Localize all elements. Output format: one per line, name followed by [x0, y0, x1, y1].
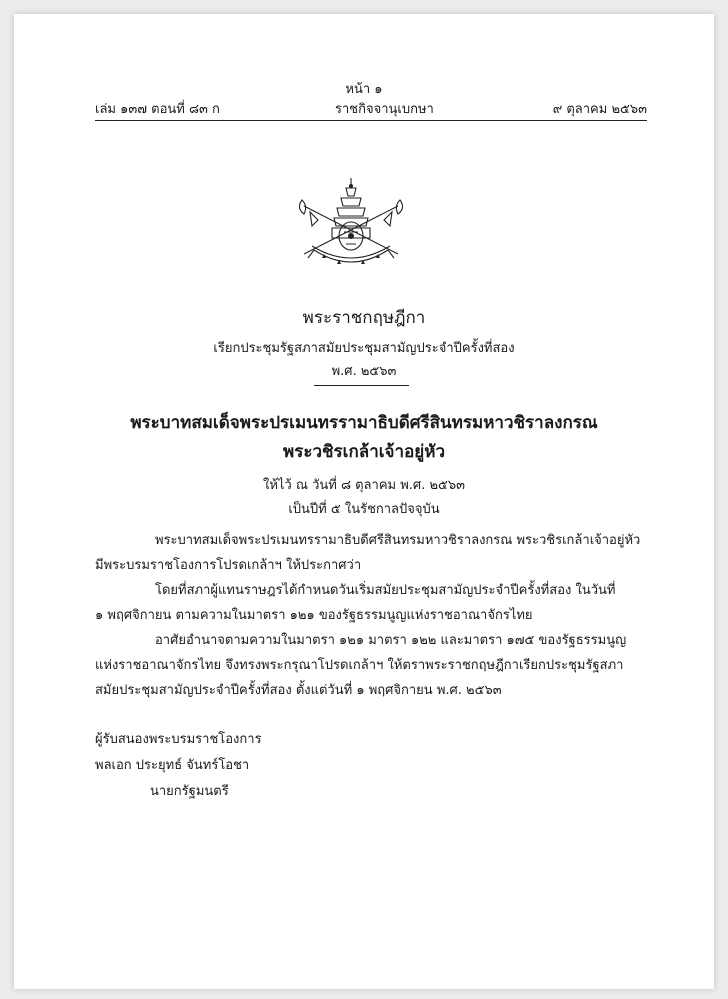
gazette-header	[95, 98, 647, 118]
given-date: ให้ไว้ ณ วันที่ ๘ ตุลาคม พ.ศ. ๒๕๖๓	[262, 478, 465, 493]
paragraph-2-line-1: โดยที่สภาผู้แทนราษฎรได้กำหนดวันเริ่มสมัยประชุมสามัญประจำปีครั้งที่สอง ในวันที่	[155, 583, 616, 598]
page-number: หน้า ๑	[345, 82, 383, 97]
paragraph-1-line-2: มีพระบรมราชโองการโปรดเกล้าฯ ให้ประกาศว่า	[95, 558, 362, 573]
header-divider	[95, 120, 647, 121]
paragraph-3-line-3: สมัยประชุมสามัญประจำปีครั้งที่สอง ตั้งแต่วันที่ ๑ พฤศจิกายน พ.ศ. ๒๕๖๓	[95, 683, 502, 698]
reign-year: เป็นปีที่ ๕ ในรัชกาลปัจจุบัน	[288, 502, 440, 517]
paragraph-3	[95, 628, 655, 703]
title-divider	[314, 385, 409, 386]
decree-subtitle: เรียกประชุมรัฐสภาสมัยประชุมสามัญประจำปีครั้งที่สอง	[213, 341, 515, 356]
paragraph-1	[95, 528, 655, 578]
volume-info: เล่ม ๑๓๗ ตอนที่ ๘๓ ก	[95, 102, 220, 117]
countersign-label: ผู้รับสนองพระบรมราชโองการ	[95, 732, 262, 747]
royal-emblem-icon	[294, 176, 409, 276]
paragraph-1-line-1: พระบาทสมเด็จพระปรเมนทรรามาธิบดีศรีสินทรมหาวชิราลงกรณ พระวชิรเกล้าเจ้าอยู่หัว	[155, 533, 641, 548]
king-name-line-1: พระบาทสมเด็จพระปรเมนทรรามาธิบดีศรีสินทรมหาวชิราลงกรณ	[130, 413, 598, 433]
document-page	[14, 14, 714, 989]
publication-date: ๙ ตุลาคม ๒๕๖๓	[552, 102, 647, 117]
king-name-line-2: พระวชิรเกล้าเจ้าอยู่หัว	[283, 442, 445, 462]
signatory-position: นายกรัฐมนตรี	[150, 784, 229, 799]
paragraph-2	[95, 578, 655, 628]
paragraph-2-line-2: ๑ พฤศจิกายน ตามความในมาตรา ๑๒๑ ของรัฐธรรมนูญแห่งราชอาณาจักรไทย	[95, 608, 533, 623]
decree-title: พระราชกฤษฎีกา	[302, 308, 426, 328]
signatory-name: พลเอก ประยุทธ์ จันทร์โอชา	[95, 758, 250, 773]
publication-name: ราชกิจจานุเบกษา	[335, 102, 434, 117]
paragraph-3-line-1: อาศัยอำนาจตามความในมาตรา ๑๒๑ มาตรา ๑๒๒ และมาตรา ๑๗๕ ของรัฐธรรมนูญ	[155, 633, 627, 648]
paragraph-3-line-2: แห่งราชอาณาจักรไทย จึงทรงพระกรุณาโปรดเกล้าฯ ให้ตราพระราชกฤษฎีกาเรียกประชุมรัฐสภา	[95, 658, 624, 673]
decree-year: พ.ศ. ๒๕๖๓	[331, 364, 397, 379]
